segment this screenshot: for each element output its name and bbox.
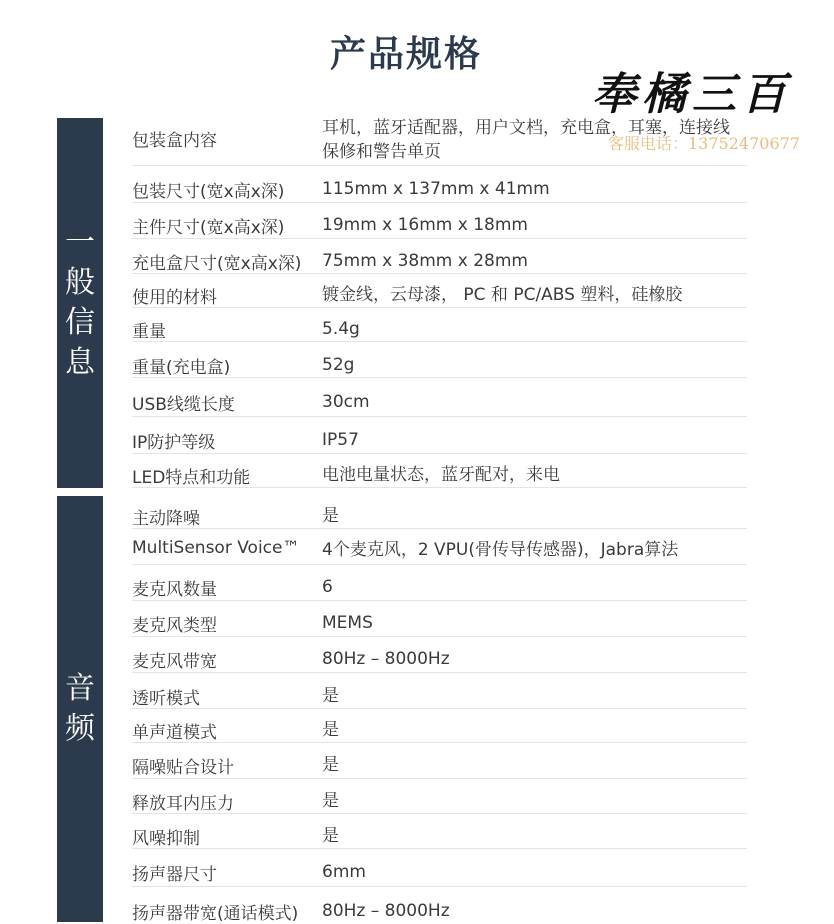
section-label-char: 一 — [65, 225, 95, 260]
spec-label: USB线缆长度 — [132, 395, 235, 415]
spec-value-line: 耳机，蓝牙适配器，用户文档，充电盒，耳塞，连接线 — [322, 118, 730, 138]
spec-label: 充电盒尺寸(宽x高x深) — [132, 254, 302, 274]
spec-row — [132, 177, 747, 203]
spec-value: 80Hz – 8000Hz — [322, 649, 450, 669]
section-label-char: 信 — [65, 305, 95, 340]
spec-row — [132, 249, 747, 274]
spec-value: 30cm — [322, 392, 370, 412]
spec-value: 19mm x 16mm x 18mm — [322, 215, 528, 235]
spec-value: 是 — [322, 686, 339, 706]
spec-value: 电池电量状态，蓝牙配对，来电 — [322, 465, 560, 485]
spec-label: 透听模式 — [132, 689, 200, 709]
spec-value: MEMS — [322, 613, 373, 633]
page-title: 产品规格 — [329, 34, 482, 75]
spec-value: 4个麦克风，2 VPU(骨传导传感器)，Jabra算法 — [322, 540, 679, 560]
watermark-phone: 客服电话：13752470677 — [608, 134, 800, 153]
spec-value: 75mm x 38mm x 28mm — [322, 251, 528, 271]
spec-value: 6mm — [322, 862, 366, 882]
spec-row — [132, 824, 747, 849]
spec-row — [132, 390, 747, 417]
spec-value: 镀金线，云母漆， PC 和 PC/ABS 塑料，硅橡胶 — [322, 285, 683, 305]
spec-row — [132, 428, 747, 454]
spec-label: 单声道模式 — [132, 723, 217, 743]
section-label-char: 音 — [65, 671, 95, 706]
spec-row — [132, 575, 747, 601]
spec-row — [132, 684, 747, 709]
spec-row — [132, 353, 747, 378]
spec-row — [132, 753, 747, 779]
spec-label: 麦克风带宽 — [132, 652, 217, 672]
spec-value: 6 — [322, 577, 333, 597]
spec-value: 是 — [322, 791, 339, 811]
spec-row — [132, 899, 747, 922]
section-label-char: 频 — [65, 711, 95, 746]
spec-value: 是 — [322, 720, 339, 740]
spec-value-line: 保修和警告单页 — [322, 142, 441, 162]
spec-value: 115mm x 137mm x 41mm — [322, 179, 550, 199]
spec-label: 主件尺寸(宽x高x深) — [132, 218, 285, 238]
section-general-info-bar — [57, 118, 103, 488]
spec-label: LED特点和功能 — [132, 468, 251, 488]
spec-label: 重量(充电盒) — [132, 358, 231, 378]
spec-row — [132, 213, 747, 239]
spec-row — [132, 860, 747, 887]
spec-label: 扬声器尺寸 — [132, 865, 217, 885]
spec-row — [132, 611, 747, 637]
spec-row — [132, 718, 747, 743]
spec-label: 麦克风数量 — [132, 580, 217, 600]
spec-label: 释放耳内压力 — [132, 794, 234, 814]
spec-value: 52g — [322, 355, 355, 375]
spec-value: 是 — [322, 826, 339, 846]
section-label-char: 般 — [65, 265, 95, 300]
section-label-char: 息 — [65, 345, 95, 380]
spec-row — [132, 504, 747, 529]
spec-label: 主动降噪 — [132, 509, 200, 529]
spec-label: 重量 — [132, 322, 166, 342]
spec-label: 隔噪贴合设计 — [132, 758, 234, 778]
spec-row — [132, 538, 747, 565]
spec-row — [132, 283, 747, 308]
spec-row — [132, 317, 747, 342]
spec-label: 扬声器带宽(通话模式) — [132, 904, 299, 924]
spec-label: 麦克风类型 — [132, 616, 217, 636]
spec-value: 5.4g — [322, 319, 360, 339]
spec-value: 80Hz – 8000Hz — [322, 901, 450, 921]
spec-value: 是 — [322, 755, 339, 775]
spec-value: IP57 — [322, 430, 359, 450]
spec-label: MultiSensor Voice™ — [132, 538, 300, 558]
spec-value: 是 — [322, 506, 339, 526]
watermark-shop-name: 奉橘三百 — [592, 69, 792, 120]
spec-label: 风噪抑制 — [132, 829, 200, 849]
spec-label: 包装盒内容 — [132, 131, 217, 151]
spec-label: 包装尺寸(宽x高x深) — [132, 182, 285, 202]
spec-row — [132, 789, 747, 814]
spec-label: IP防护等级 — [132, 433, 216, 453]
spec-label: 使用的材料 — [132, 288, 217, 308]
spec-row — [132, 647, 747, 673]
spec-row — [132, 463, 747, 488]
section-audio-bar — [57, 496, 103, 922]
